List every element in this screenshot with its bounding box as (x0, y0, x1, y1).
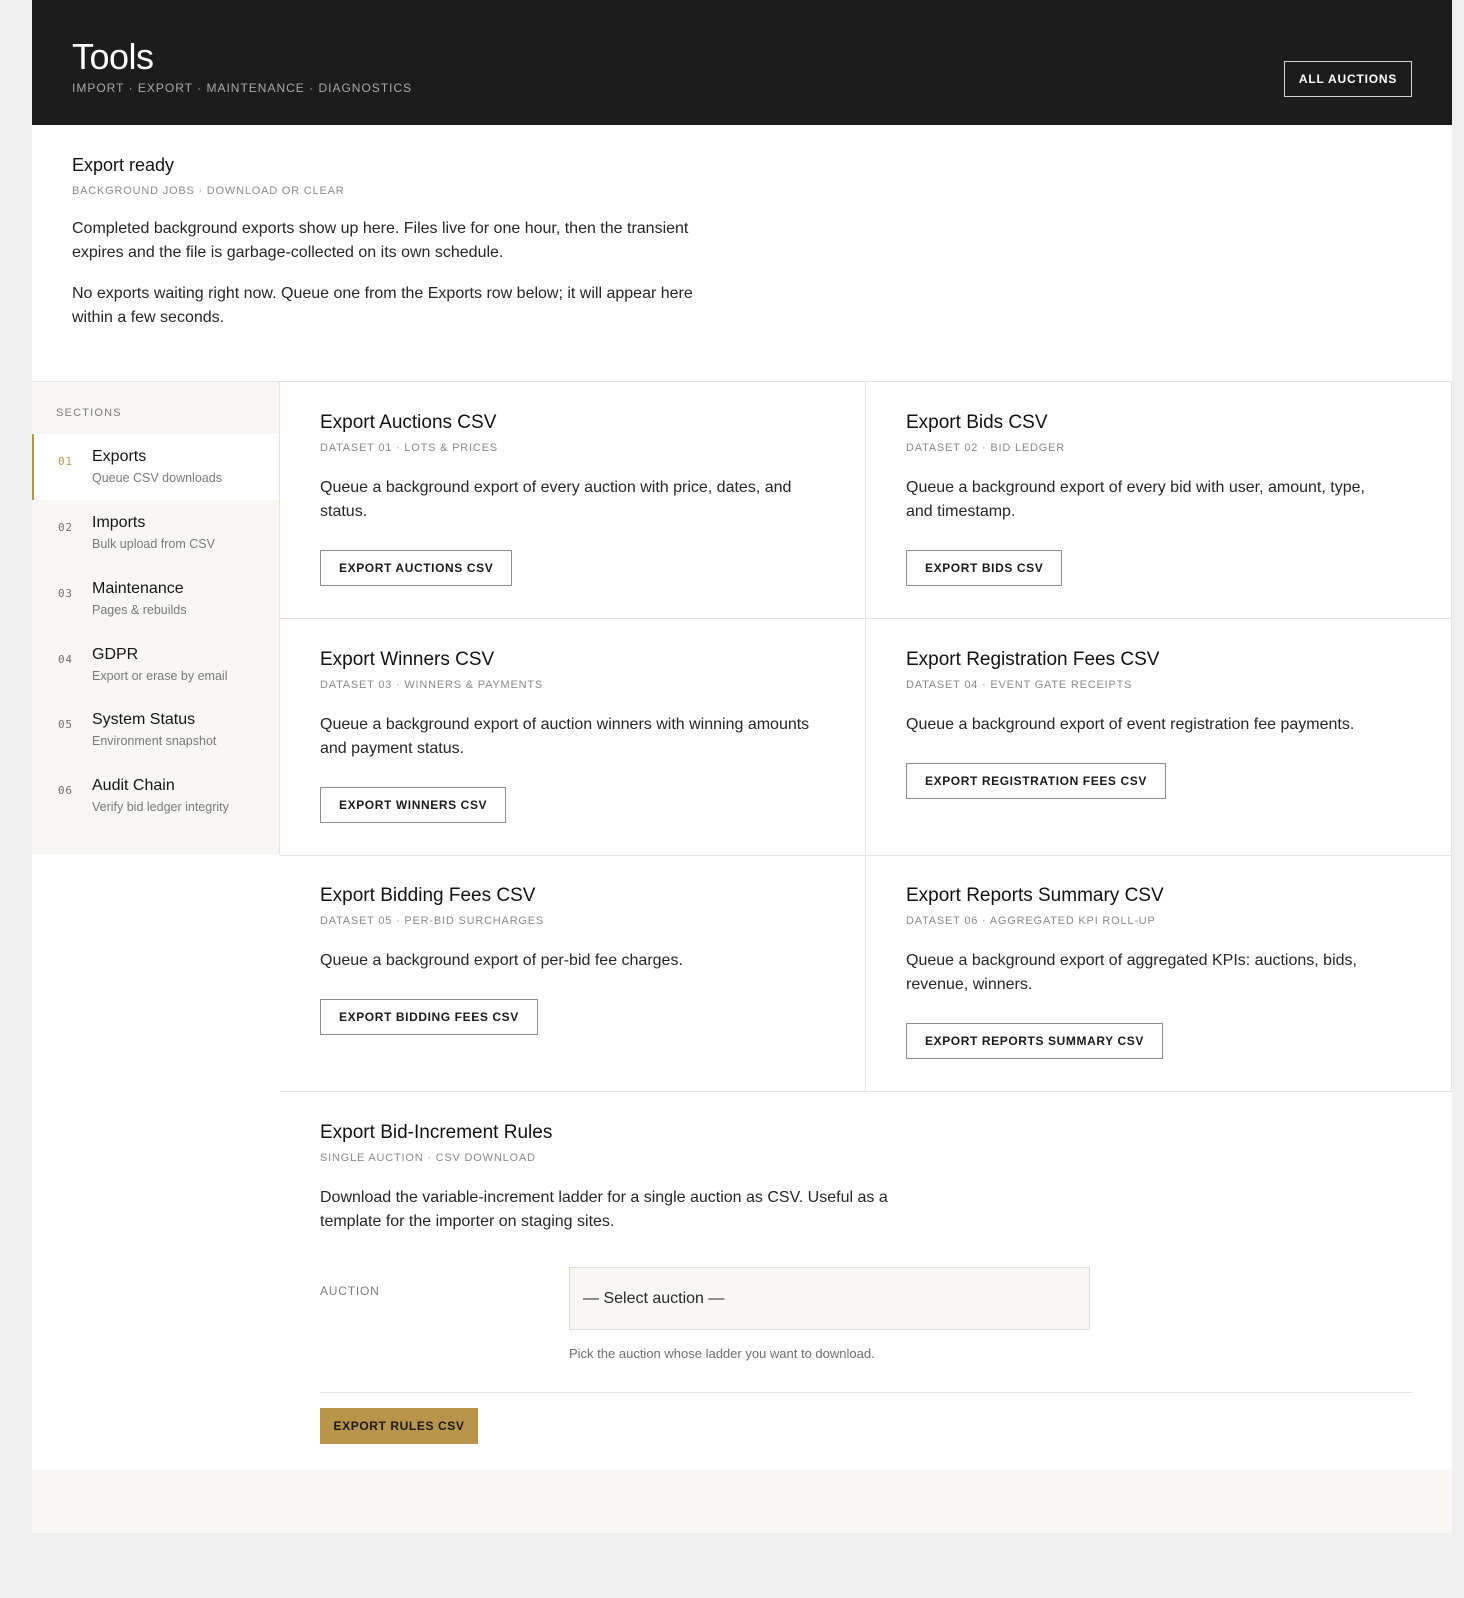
sections-sidebar (32, 382, 280, 854)
sidebar-item-label: Maintenance (92, 580, 184, 597)
export-auctions-card (280, 382, 866, 619)
auction-field-help: Pick the auction whose ladder you want to download. (569, 1346, 875, 1361)
sidebar-item-description: Queue CSV downloads (92, 471, 222, 485)
sidebar-item-system-status[interactable] (32, 697, 279, 763)
sidebar-item-maintenance[interactable] (32, 566, 279, 632)
sidebar-item-label: Audit Chain (92, 777, 175, 794)
page-title: Tools (72, 36, 154, 77)
card-description: Queue a background export of per-bid fee charges. (320, 952, 683, 969)
export-reports-summary-card (866, 855, 1452, 1092)
auction-select[interactable]: — Select auction — (569, 1267, 1090, 1330)
export-auctions-button[interactable]: EXPORT AUCTIONS CSV (320, 550, 512, 586)
sidebar-item-description: Bulk upload from CSV (92, 537, 215, 551)
tools-main (32, 381, 1452, 1468)
export-registration-fees-button[interactable]: EXPORT REGISTRATION FEES CSV (906, 763, 1166, 799)
notice-title: Export ready (72, 155, 175, 175)
bid-increment-rules-section (280, 1090, 1452, 1470)
card-title: Export Registration Fees CSV (906, 649, 1160, 670)
sidebar-item-audit-chain[interactable] (32, 763, 279, 829)
card-title: Export Auctions CSV (320, 412, 497, 433)
card-description: Queue a background export of every auction with price, dates, and status. (320, 479, 792, 520)
rules-kicker: SINGLE AUCTION · CSV DOWNLOAD (320, 1152, 536, 1164)
page-subtitle: IMPORT · EXPORT · MAINTENANCE · DIAGNOSTICS (72, 81, 413, 95)
sidebar-item-label: Exports (92, 448, 147, 465)
card-description: Queue a background export of aggregated KPIs: auctions, bids, revenue, winners. (906, 952, 1357, 993)
sidebar-item-number: 06 (58, 784, 73, 797)
sidebar-item-description: Export or erase by email (92, 669, 228, 683)
card-description: Queue a background export of auction winners with winning amounts and payment status. (320, 716, 810, 757)
divider (320, 1392, 1412, 1393)
card-kicker: DATASET 06 · AGGREGATED KPI ROLL-UP (906, 915, 1156, 927)
export-ready-notice (72, 155, 722, 330)
all-auctions-button[interactable]: ALL AUCTIONS (1284, 61, 1412, 97)
sidebar-item-label: Imports (92, 514, 146, 531)
footer-band (32, 1469, 1452, 1533)
page-header (32, 0, 1452, 125)
card-kicker: DATASET 03 · WINNERS & PAYMENTS (320, 679, 544, 691)
sidebar-label: SECTIONS (56, 407, 122, 419)
export-rules-button[interactable]: EXPORT RULES CSV (320, 1408, 478, 1444)
card-title: Export Winners CSV (320, 649, 495, 670)
notice-empty-state: No exports waiting right now. Queue one from the Exports row below; it will appear here within a few seconds. (72, 285, 693, 326)
card-kicker: DATASET 05 · PER-BID SURCHARGES (320, 915, 545, 927)
card-kicker: DATASET 01 · LOTS & PRICES (320, 442, 498, 454)
sidebar-item-number: 03 (58, 587, 73, 600)
rules-description: Download the variable-increment ladder for a single auction as CSV. Useful as a template for the importer on staging sites. (320, 1189, 888, 1230)
card-title: Export Bids CSV (906, 412, 1048, 433)
export-winners-button[interactable]: EXPORT WINNERS CSV (320, 787, 506, 823)
export-bidding-fees-card (280, 855, 866, 1092)
card-description: Queue a background export of event registration fee payments. (906, 716, 1355, 733)
sidebar-item-number: 04 (58, 653, 73, 666)
rules-title: Export Bid-Increment Rules (320, 1122, 553, 1143)
export-bids-button[interactable]: EXPORT BIDS CSV (906, 550, 1062, 586)
card-title: Export Reports Summary CSV (906, 885, 1164, 906)
notice-kicker: BACKGROUND JOBS · DOWNLOAD OR CLEAR (72, 185, 345, 197)
sidebar-item-number: 01 (58, 455, 73, 468)
sidebar-item-description: Pages & rebuilds (92, 603, 187, 617)
notice-description: Completed background exports show up here. Files live for one hour, then the transient expires and the file is garbage-collected on its own schedule. (72, 220, 689, 261)
sidebar-item-description: Environment snapshot (92, 734, 217, 748)
sidebar-item-number: 05 (58, 718, 73, 731)
export-bidding-fees-button[interactable]: EXPORT BIDDING FEES CSV (320, 999, 538, 1035)
card-description: Queue a background export of every bid with user, amount, type, and timestamp. (906, 479, 1365, 520)
export-bids-card (866, 382, 1452, 619)
sidebar-item-label: GDPR (92, 646, 139, 663)
card-kicker: DATASET 04 · EVENT GATE RECEIPTS (906, 679, 1133, 691)
sidebar-item-exports[interactable] (32, 434, 279, 500)
export-reports-summary-button[interactable]: EXPORT REPORTS SUMMARY CSV (906, 1023, 1163, 1059)
export-winners-card (280, 619, 866, 856)
card-kicker: DATASET 02 · BID LEDGER (906, 442, 1065, 454)
page-frame (32, 0, 1452, 1533)
sidebar-item-gdpr[interactable] (32, 632, 279, 698)
sidebar-item-imports[interactable] (32, 500, 279, 566)
auction-field-label: AUCTION (320, 1284, 380, 1298)
card-title: Export Bidding Fees CSV (320, 885, 536, 906)
sidebar-item-number: 02 (58, 521, 73, 534)
export-registration-fees-card (866, 619, 1452, 856)
sidebar-item-description: Verify bid ledger integrity (92, 800, 229, 814)
sidebar-item-label: System Status (92, 711, 196, 728)
